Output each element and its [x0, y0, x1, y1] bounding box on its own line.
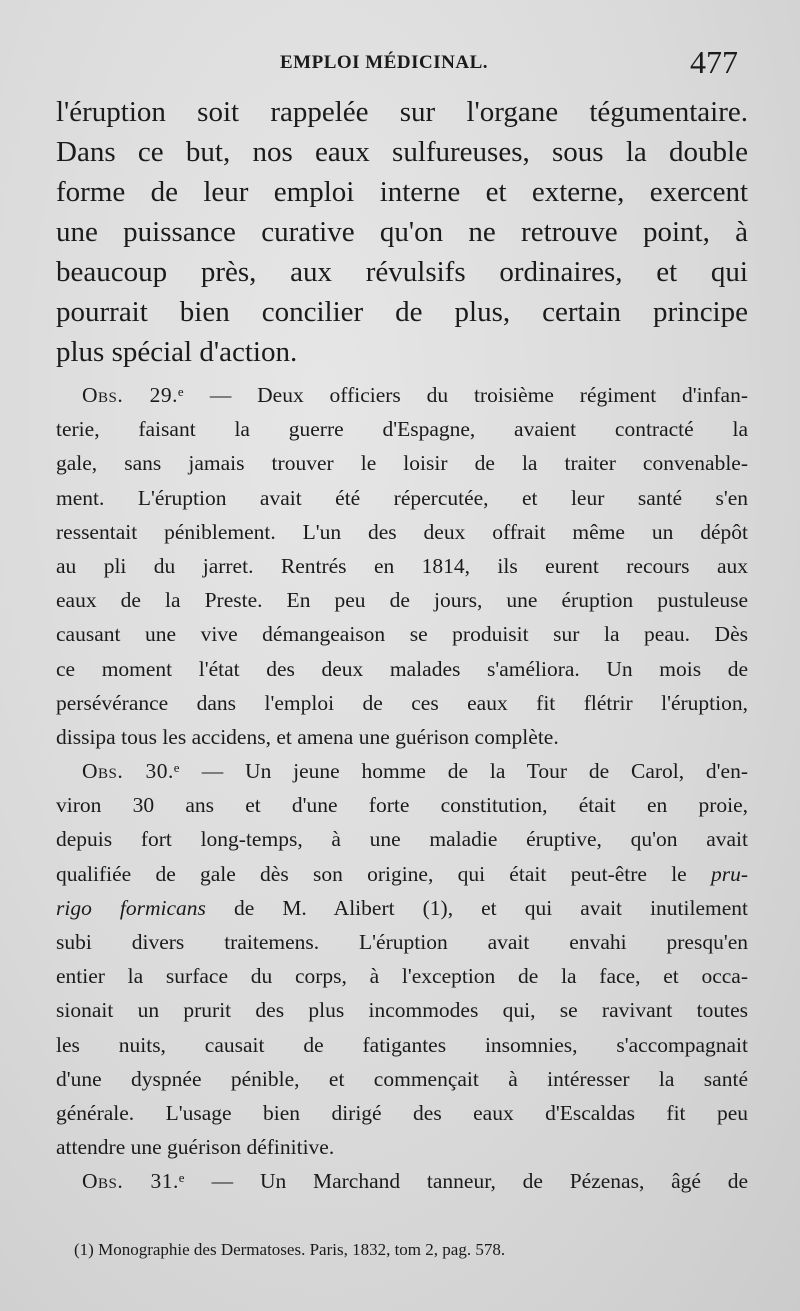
text-fragment: qualifiée de gale dès son origine, qui était peut-être le	[56, 861, 687, 886]
text-line: viron 30 ans et d'une forte constitution, était en proie,	[56, 793, 748, 818]
observation-first-line	[56, 1164, 748, 1198]
body-text	[56, 92, 748, 1199]
text-line: entier la surface du corps, à l'exception de la face, et occa-	[56, 964, 748, 989]
observation-first-line	[56, 754, 748, 788]
italic-term: rigo formicans	[56, 895, 206, 920]
main-paragraph	[56, 92, 748, 372]
observation-31	[56, 1164, 748, 1198]
text-line: les nuits, causait de fatigantes insomnies, s'accompagnait	[56, 1032, 748, 1057]
observation-30	[56, 754, 748, 1164]
text-line: persévérance dans l'emploi de ces eaux fit flétrir l'éruption,	[56, 690, 748, 715]
footnote: (1) Monographie des Dermatoses. Paris, 1832, tom 2, pag. 578.	[74, 1240, 506, 1259]
text-line: ressentait péniblement. L'un des deux offrait même un dépôt	[56, 519, 748, 544]
observation-first-line	[56, 378, 748, 412]
text-line: ce moment l'état des deux malades s'améliora. Un mois de	[56, 656, 748, 681]
text-line: générale. L'usage bien dirigé des eaux d'Escaldas fit peu	[56, 1100, 748, 1125]
page-number: 477	[690, 44, 738, 80]
text-line: beaucoup près, aux révulsifs ordinaires, et qui	[56, 256, 748, 288]
observation-label: Obs. 30.ᵉ	[82, 759, 180, 784]
text-line: gale, sans jamais trouver le loisir de la traiter convenable-	[56, 451, 748, 476]
observation-29	[56, 378, 748, 754]
text-line: causant une vive démangeaison se produisit sur la peau. Dès	[56, 622, 748, 647]
text-fragment: de M. Alibert (1), et qui avait inutilement	[233, 895, 749, 920]
text-line: dissipa tous les accidens, et amena une guérison complète.	[56, 724, 559, 749]
text-fragment: — Deux officiers du troisième régiment d'infan-	[209, 383, 748, 407]
text-line: forme de leur emploi interne et externe, exercent	[56, 176, 748, 208]
text-line	[56, 857, 748, 891]
text-line: Dans ce but, nos eaux sulfureuses, sous la double	[56, 136, 748, 168]
observation-label: Obs. 31.ᵉ	[82, 1169, 185, 1194]
running-title: EMPLOI MÉDICINAL.	[280, 52, 489, 73]
text-line: subi divers traitemens. L'éruption avait envahi presqu'en	[56, 930, 748, 954]
text-line: ment. L'éruption avait été répercutée, et leur santé s'en	[56, 485, 748, 510]
text-line: une puissance curative qu'on ne retrouve point, à	[56, 216, 748, 248]
text-line: au pli du jarret. Rentrés en 1814, ils eurent recours aux	[56, 553, 748, 578]
text-line: pourrait bien concilier de plus, certain principe	[56, 296, 748, 328]
text-line: plus spécial d'action.	[56, 336, 298, 368]
text-line: terie, faisant la guerre d'Espagne, avaient contracté la	[56, 417, 748, 442]
page-header	[0, 44, 800, 88]
text-fragment: — Un jeune homme de la Tour de Carol, d'en-	[201, 759, 749, 784]
text-line: d'une dyspnée pénible, et commençait à intéresser la santé	[56, 1066, 748, 1091]
text-line	[56, 891, 748, 925]
text-line: sionait un prurit des plus incommodes qui, se ravivant toutes	[56, 998, 748, 1023]
text-line: l'éruption soit rappelée sur l'organe tégumentaire.	[56, 96, 748, 128]
text-line: depuis fort long-temps, à une maladie éruptive, qu'on avait	[56, 827, 748, 852]
observation-label: Obs. 29.ᵉ	[82, 383, 184, 407]
text-line: attendre une guérison définitive.	[56, 1135, 335, 1160]
italic-term: pru-	[710, 861, 749, 886]
text-fragment: — Un Marchand tanneur, de Pézenas, âgé de	[211, 1169, 748, 1194]
text-line: eaux de la Preste. En peu de jours, une éruption pustuleuse	[56, 588, 748, 613]
